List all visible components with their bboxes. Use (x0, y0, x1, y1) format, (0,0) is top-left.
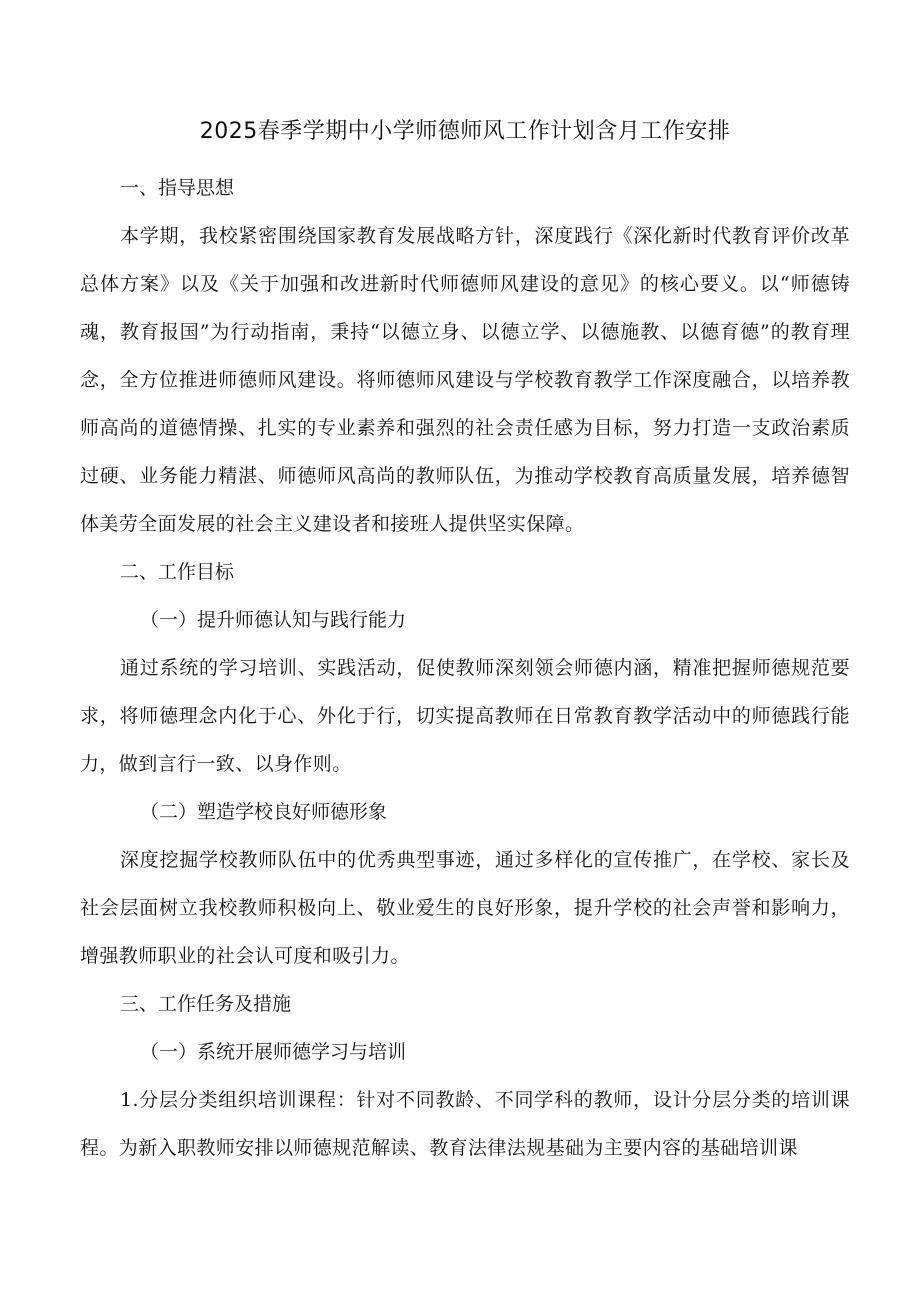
paragraph-guiding-ideology: 本学期，我校紧密围绕国家教育发展战略方针，深度践行《深化新时代教育评价改革总体方案》以及《关于加强和改进新时代师德师风建设的意见》的核心要义。以“师德铸魂，教育报国”为行动指南，秉持“以德立身、以德立学、以德施教、以德育德”的教育理念，全方位推进师德师风建设。将师德师风建设与学校教育教学工作深度融合，以培养教师高尚的道德情操、扎实的专业素养和强烈的社会责任感为目标，努力打造一支政治素质过硬、业务能力精湛、师德师风高尚的教师队伍，为推动学校教育高质量发展，培养德智体美劳全面发展的社会主义建设者和接班人提供坚实保障。 (80, 225, 850, 535)
section-heading-guiding-ideology: 一、指导思想 (120, 177, 235, 199)
paragraph-school-image: 深度挖掘学校教师队伍中的优秀典型事迹，通过多样化的宣传推广，在学校、家长及社会层面树立我校教师积极向上、敬业爱生的良好形象，提升学校的社会声誉和影响力，增强教师职业的社会认可度和吸引力。 (80, 849, 850, 967)
paragraph-ethics-practice: 通过系统的学习培训、实践活动，促使教师深刻领会师德内涵，精准把握师德规范要求，将师德理念内化于心、外化于行，切实提高教师在日常教育教学活动中的师德践行能力，做到言行一致、以身作则。 (80, 657, 850, 775)
paragraph-training-courses: 1.分层分类组织培训课程：针对不同教龄、不同学科的教师，设计分层分类的培训课程。为新入职教师安排以师德规范解读、教育法律法规基础为主要内容的基础培训课 (80, 1089, 850, 1159)
document-page (80, 112, 850, 1172)
document-title: 2025春季学期中小学师德师风工作计划含月工作安排 (199, 119, 731, 144)
subheading-ethics-practice: （一）提升师德认知与践行能力 (140, 609, 407, 631)
section-heading-work-goals: 二、工作目标 (120, 561, 235, 583)
subheading-school-image: （二）塑造学校良好师德形象 (140, 801, 388, 823)
section-heading-tasks-measures: 三、工作任务及措施 (120, 993, 292, 1015)
subheading-study-training: （一）系统开展师德学习与培训 (140, 1041, 407, 1063)
